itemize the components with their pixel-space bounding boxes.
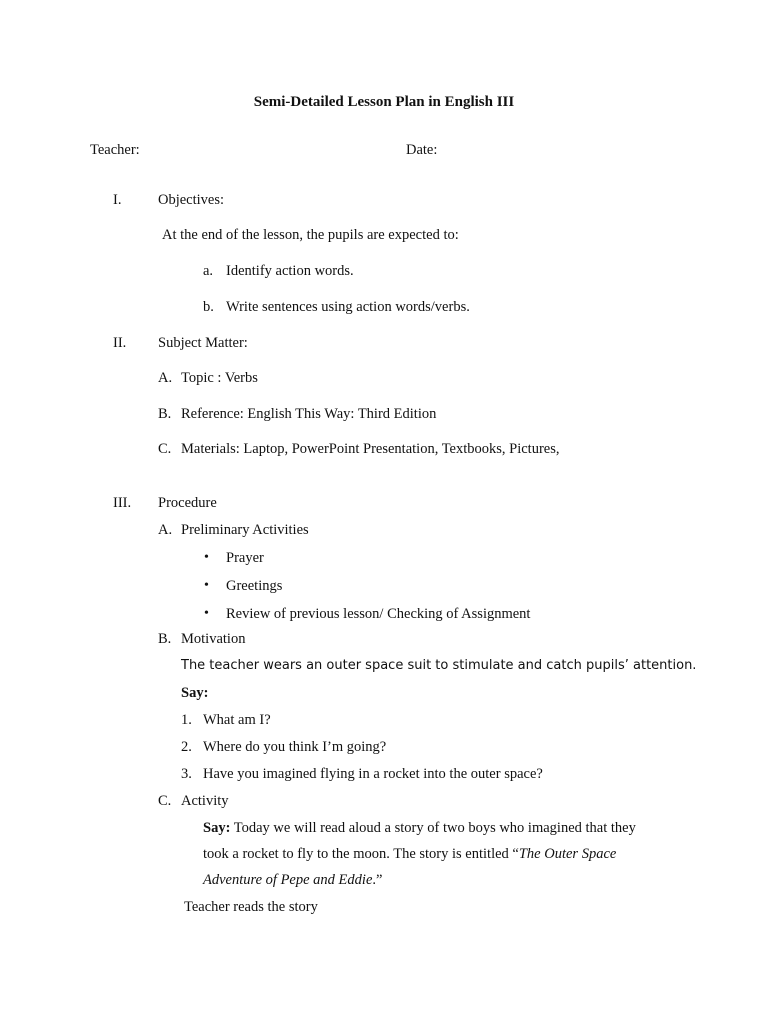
preliminary-item: Review of previous lesson/ Checking of Assignment [226, 606, 531, 622]
story-title: Adventure of Pepe and Eddie [203, 872, 373, 888]
bullet-icon: • [204, 550, 209, 565]
section-heading-procedure: Procedure [158, 495, 217, 511]
section-numeral-procedure: III. [113, 495, 132, 511]
procedure-marker: C. [158, 793, 172, 809]
subject-marker: A. [158, 370, 173, 386]
question-marker: 1. [181, 712, 192, 728]
procedure-marker: B. [158, 631, 172, 647]
subject-item-reference: Reference: English This Way: Third Edition [181, 406, 437, 422]
page-title: Semi-Detailed Lesson Plan in English III [253, 94, 515, 110]
preliminary-item: Greetings [226, 578, 283, 594]
question-marker: 2. [181, 739, 192, 755]
activity-heading: Activity [181, 793, 229, 809]
teacher-label: Teacher: [90, 142, 140, 158]
activity-text: took a rocket to fly to the moon. The story is entitled “ [203, 846, 519, 862]
objective-item: Identify action words. [226, 263, 354, 279]
preliminary-heading: Preliminary Activities [181, 522, 309, 538]
section-numeral-objectives: I. [113, 192, 122, 208]
subject-item-materials: Materials: Laptop, PowerPoint Presentation, Textbooks, Pictures, [181, 441, 560, 457]
bullet-icon: • [204, 578, 209, 593]
objective-marker: a. [203, 263, 214, 279]
activity-text: Today we will read aloud a story of two boys who imagined that they [230, 820, 636, 836]
subject-item-topic: Topic : Verbs [181, 370, 258, 386]
say-label: Say: [181, 685, 209, 701]
section-numeral-subject-matter: II. [113, 335, 127, 351]
subject-marker: C. [158, 441, 172, 457]
date-label: Date: [406, 142, 438, 158]
motivation-question: Where do you think I’m going? [203, 739, 387, 755]
motivation-question: Have you imagined flying in a rocket into the outer space? [203, 766, 543, 782]
activity-text: .” [372, 872, 383, 888]
objectives-intro: At the end of the lesson, the pupils are expected to: [162, 227, 459, 243]
activity-line-3 [203, 873, 382, 888]
bullet-icon: • [204, 606, 209, 621]
preliminary-item: Prayer [226, 550, 264, 566]
motivation-description: The teacher wears an outer space suit to stimulate and catch pupils’ attention. [181, 658, 697, 673]
say-label: Say: [203, 820, 231, 836]
activity-line-2 [203, 847, 616, 862]
question-marker: 3. [181, 766, 192, 782]
motivation-heading: Motivation [181, 631, 246, 647]
section-heading-subject-matter: Subject Matter: [158, 335, 248, 351]
subject-marker: B. [158, 406, 172, 422]
procedure-marker: A. [158, 522, 173, 538]
section-heading-objectives: Objectives: [158, 192, 225, 208]
objective-marker: b. [203, 299, 214, 315]
motivation-question: What am I? [203, 712, 271, 728]
activity-closing: Teacher reads the story [184, 899, 318, 915]
story-title: The Outer Space [518, 846, 617, 862]
activity-line-1 [203, 821, 636, 836]
objective-item: Write sentences using action words/verbs. [226, 299, 470, 315]
